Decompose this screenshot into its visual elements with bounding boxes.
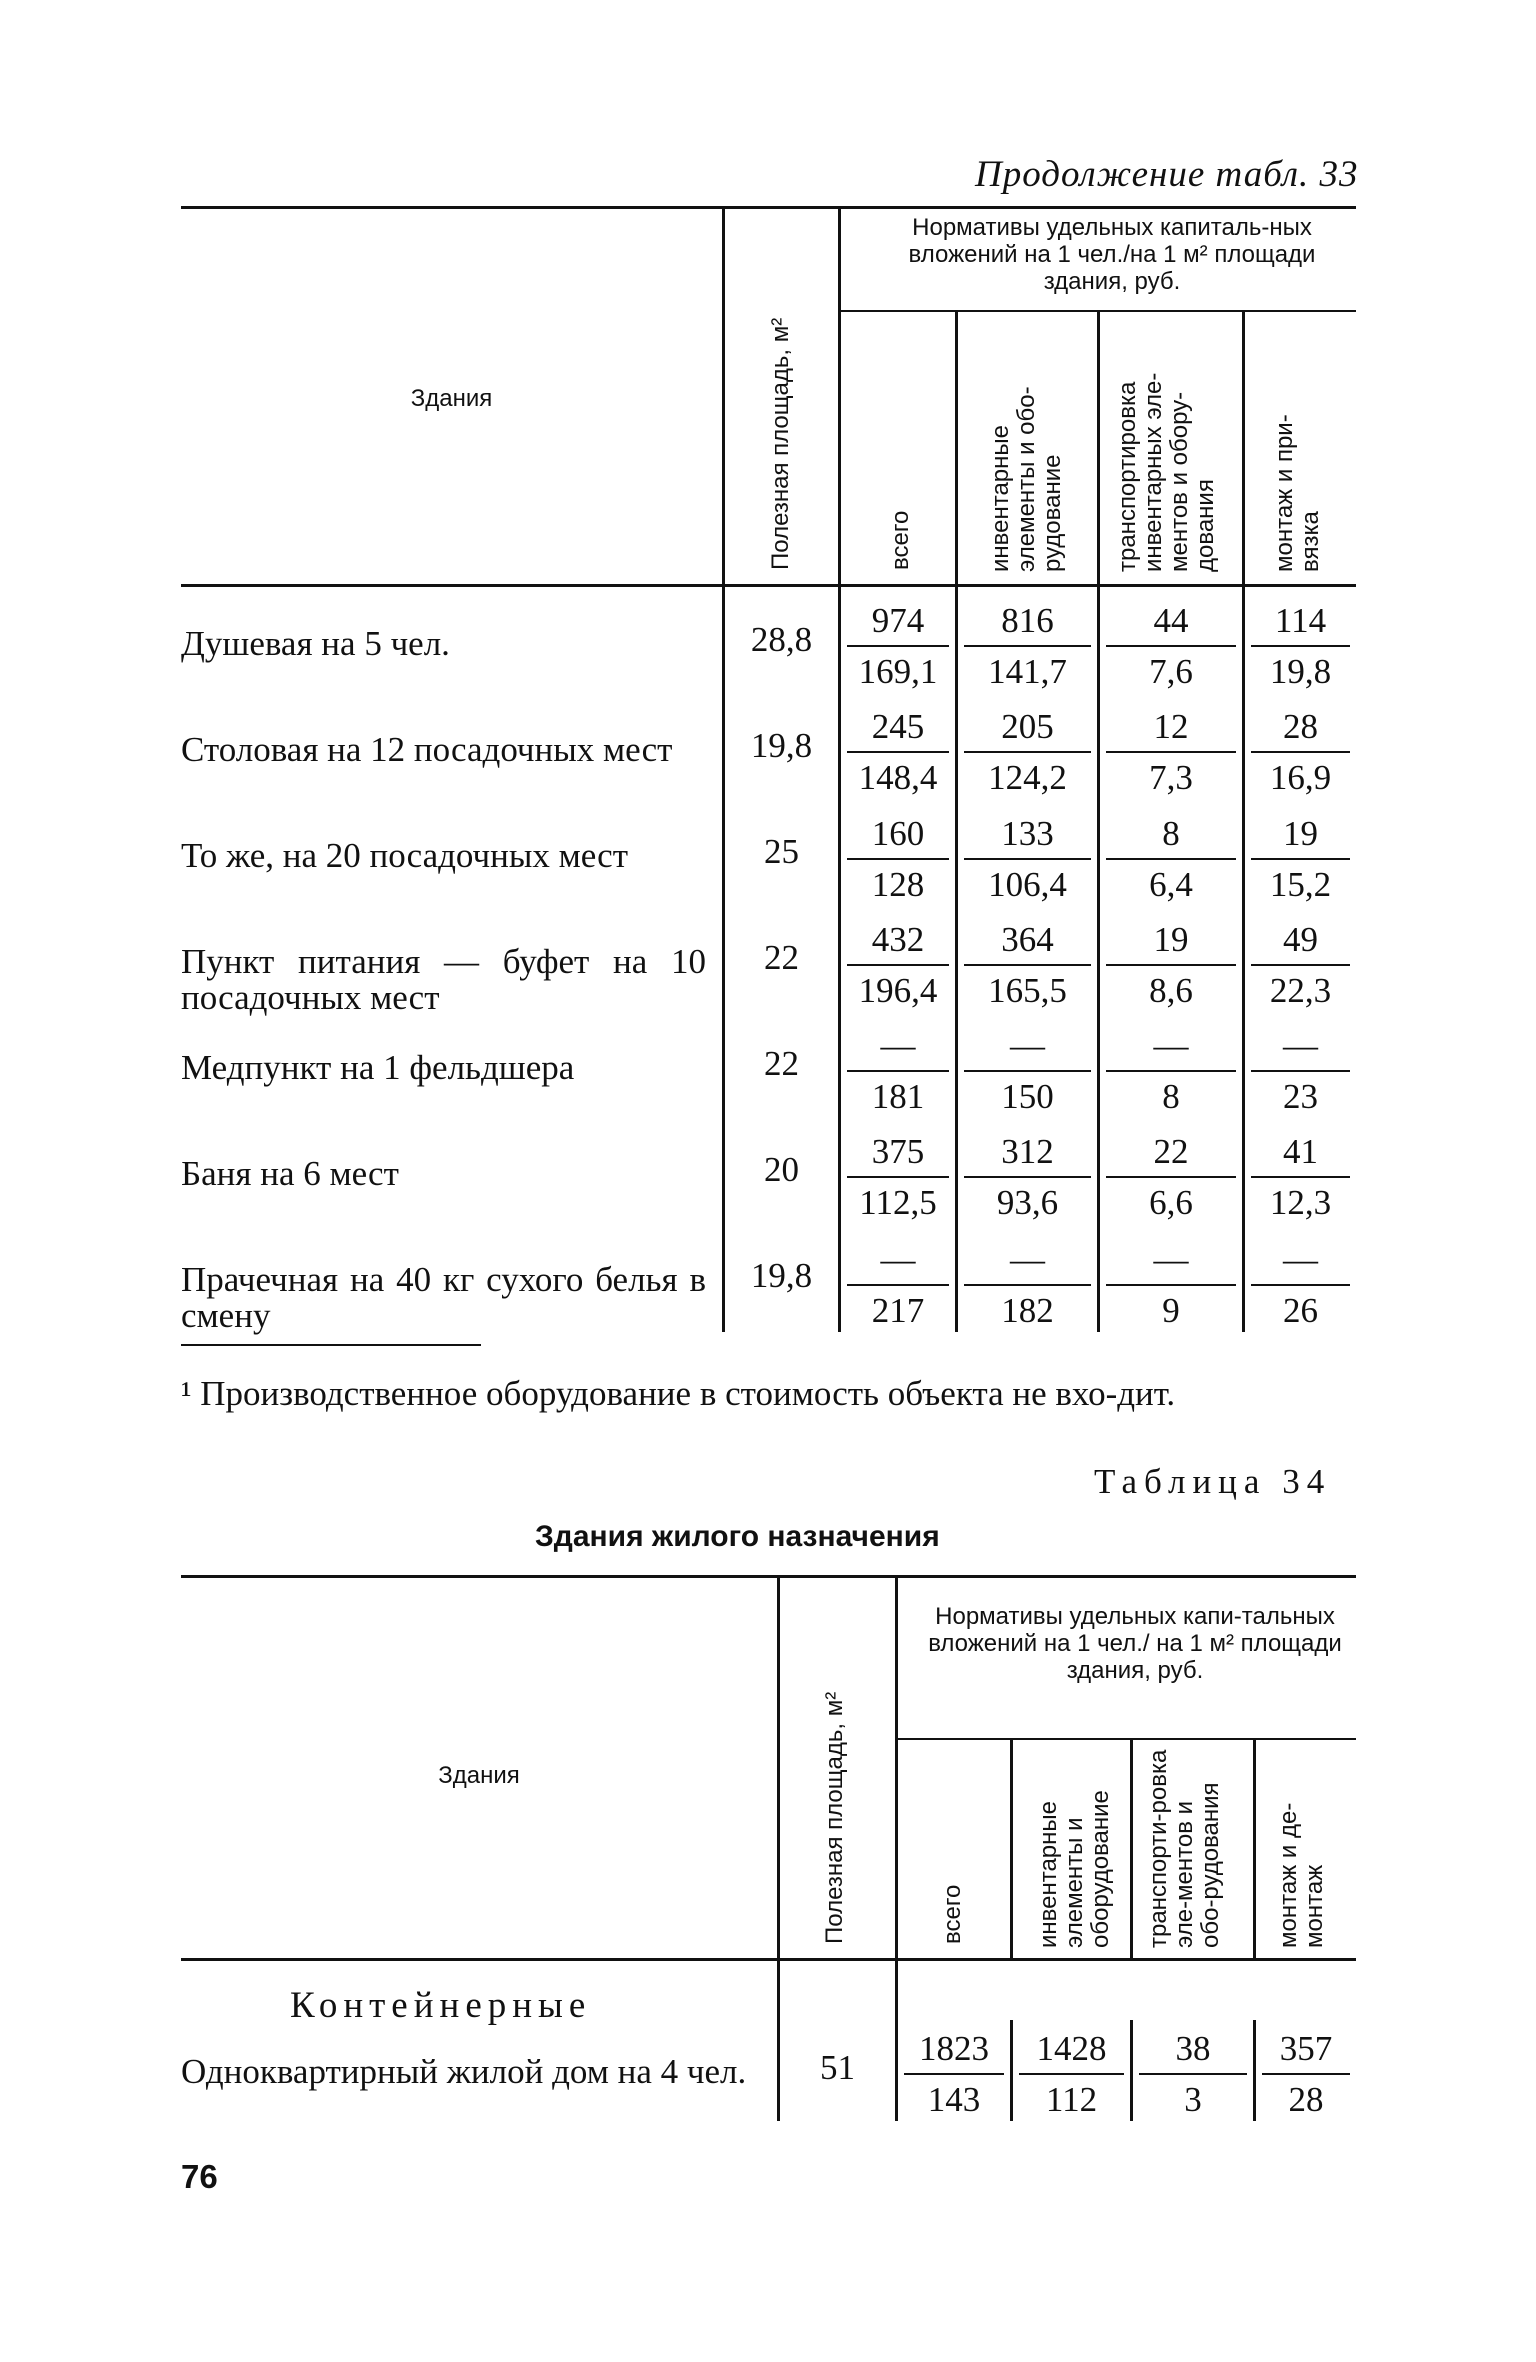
- table33-row5-total: [841, 1022, 955, 1120]
- value-bottom: 93,6: [996, 1183, 1059, 1222]
- table34-vline-3: [1010, 1740, 1013, 1958]
- table33-row7-name: Прачечная на 40 кг сухого белья в смену: [181, 1260, 706, 1335]
- table33-vline-2: [838, 209, 841, 584]
- table33-row3-total: [841, 810, 955, 908]
- value-bottom: 8,6: [1149, 971, 1193, 1010]
- table33-row4-total: [841, 916, 955, 1014]
- value-top: 205: [1001, 707, 1054, 746]
- value-bottom: 16,9: [1269, 758, 1332, 797]
- value-bottom: 141,7: [988, 652, 1067, 691]
- value-top: 19: [1283, 814, 1318, 853]
- table33-row6-total: [841, 1128, 955, 1226]
- value-top: —: [880, 1240, 916, 1279]
- value-top: —: [1153, 1240, 1189, 1279]
- value-top: 1823: [919, 2029, 989, 2068]
- table34-sub-transport-header: транспорти-ровка эле-ментов и обо-рудования: [1145, 1749, 1224, 1948]
- value-bottom: 106,4: [988, 865, 1067, 904]
- table33-row1-transport: [1100, 597, 1242, 695]
- table33-row4-name: Пункт питания — буфет на 10 посадочных мест: [181, 942, 706, 1017]
- table34-row1-mount: [1256, 2025, 1356, 2123]
- value-top: 974: [871, 601, 925, 640]
- value-bottom: 9: [1162, 1291, 1180, 1330]
- table33-row2-inventory: [958, 703, 1097, 801]
- table34-col-building-header: Здания: [438, 1762, 520, 1789]
- value-bottom: 182: [1001, 1291, 1054, 1330]
- value-bottom: 128: [871, 865, 925, 904]
- table33-row2-name: Столовая на 12 посадочных мест: [181, 730, 673, 769]
- table33-vline-4: [1097, 312, 1100, 584]
- table33-vline-5: [1242, 312, 1245, 584]
- value-bottom: 12,3: [1269, 1183, 1332, 1222]
- table34-row1-total: [898, 2025, 1010, 2123]
- table33-col-building-header: Здания: [410, 385, 493, 412]
- table33-sub-total-header: всего: [887, 510, 914, 570]
- table34-sub-mount-header: монтаж и де-монтаж: [1275, 1802, 1328, 1948]
- value-bottom: 150: [1001, 1077, 1054, 1116]
- value-bottom: 165,5: [988, 971, 1067, 1010]
- table33-row3-transport: [1100, 810, 1242, 908]
- page-number: 76: [181, 2158, 218, 2195]
- table33-col-area-header: Полезная площадь, м²: [767, 317, 794, 570]
- table33-row1-mount: [1245, 597, 1356, 695]
- table34-vline-2: [895, 1578, 898, 1958]
- table33-sub-inventory-header: инвентарные элементы и обо-рудование: [987, 386, 1066, 572]
- table33-top-rule: [181, 206, 1356, 209]
- value-bottom: 169,1: [858, 652, 938, 691]
- value-top: 114: [1274, 601, 1327, 640]
- table33-row7-mount: [1245, 1236, 1356, 1334]
- value-top: 38: [1175, 2029, 1211, 2068]
- value-top: 28: [1283, 707, 1318, 746]
- value-bottom: 112,5: [859, 1183, 937, 1222]
- value-bottom: 6,6: [1149, 1183, 1193, 1222]
- table33-vline-1: [722, 209, 725, 584]
- value-bottom: 7,3: [1149, 758, 1193, 797]
- table33-row4-area: 22: [764, 938, 799, 977]
- table33-row2-total: [841, 703, 955, 801]
- table34-col-norms-header: Нормативы удельных капи-тальных вложений на 1 чел./ на 1 м² площади здания, руб.: [928, 1603, 1342, 1684]
- table34-vline-5: [1253, 1740, 1256, 1958]
- value-top: —: [1010, 1240, 1045, 1279]
- value-top: 133: [1001, 814, 1054, 853]
- value-top: 432: [871, 920, 925, 959]
- table-continuation-caption: Продолжение табл. 33: [975, 154, 1359, 195]
- table34-col-area-header: Полезная площадь, м²: [821, 1691, 848, 1944]
- table33-row4-inventory: [958, 916, 1097, 1014]
- table33-footnote: ¹ Производственное оборудование в стоимость объекта не вхо-дит.: [181, 1374, 1176, 1413]
- value-bottom: 217: [871, 1291, 925, 1330]
- table34-body-vline-1: [777, 1961, 780, 2121]
- value-top: 357: [1279, 2029, 1333, 2068]
- table34-title: Здания жилого назначения: [535, 1520, 940, 1553]
- value-top: 375: [871, 1132, 925, 1171]
- table33-bottom-rule: [181, 1344, 481, 1346]
- value-top: 364: [1001, 920, 1054, 959]
- table34-row1-area: 51: [820, 2048, 855, 2087]
- table33-row1-area: 28,8: [750, 620, 813, 659]
- table33-row6-transport: [1100, 1128, 1242, 1226]
- value-top: 160: [871, 814, 925, 853]
- value-bottom: 8: [1162, 1077, 1180, 1116]
- table34-norms-divider: [897, 1738, 1356, 1740]
- table33-row3-area: 25: [764, 832, 799, 871]
- value-bottom: 28: [1288, 2080, 1324, 2119]
- table34-vline-4: [1130, 1740, 1133, 1958]
- table34-sub-inventory-header: инвентарные элементы и оборудование: [1035, 1790, 1114, 1948]
- value-bottom: 148,4: [858, 758, 938, 797]
- table33-row5-inventory: [958, 1022, 1097, 1120]
- table34-row1-inventory: [1013, 2025, 1130, 2123]
- table33-row5-mount: [1245, 1022, 1356, 1120]
- table33-row5-name: Медпункт на 1 фельдшера: [181, 1048, 575, 1087]
- value-top: 49: [1283, 920, 1318, 959]
- table34-sub-total-header: всего: [939, 1884, 966, 1944]
- table33-row6-mount: [1245, 1128, 1356, 1226]
- table33-row4-transport: [1100, 916, 1242, 1014]
- table33-row4-mount: [1245, 916, 1356, 1014]
- value-top: 41: [1283, 1132, 1318, 1171]
- value-top: 22: [1153, 1132, 1189, 1171]
- value-bottom: 26: [1283, 1291, 1318, 1330]
- table34-row1-transport: [1133, 2025, 1253, 2123]
- table34-top-rule: [181, 1575, 1356, 1578]
- table33-row1-total: [841, 597, 955, 695]
- table33-row3-name: То же, на 20 посадочных мест: [181, 836, 629, 875]
- value-bottom: 181: [871, 1077, 925, 1116]
- value-top: 44: [1153, 601, 1189, 640]
- table34-row1-name: Одноквартирный жилой дом на 4 чел.: [181, 2052, 747, 2091]
- table33-header-bottom-rule: [181, 584, 1356, 587]
- value-top: —: [880, 1026, 916, 1065]
- table33-sub-mount-header: монтаж и при-вязка: [1271, 414, 1324, 572]
- table34-group-heading: Контейнерные: [290, 1985, 592, 2026]
- table33-row1-name: Душевая на 5 чел.: [181, 624, 450, 663]
- value-top: —: [1153, 1026, 1189, 1065]
- value-bottom: 196,4: [858, 971, 938, 1010]
- table34-vline-1: [777, 1578, 780, 1958]
- value-top: 245: [871, 707, 925, 746]
- table33-row2-mount: [1245, 703, 1356, 801]
- table33-row7-area: 19,8: [750, 1256, 813, 1295]
- table33-row2-transport: [1100, 703, 1242, 801]
- value-top: —: [1283, 1240, 1318, 1279]
- table33-row5-area: 22: [764, 1044, 799, 1083]
- table33-row3-mount: [1245, 810, 1356, 908]
- table34-header-bottom-rule: [181, 1958, 1356, 1961]
- value-bottom: 15,2: [1269, 865, 1332, 904]
- value-bottom: 7,6: [1149, 652, 1193, 691]
- table33-row6-inventory: [958, 1128, 1097, 1226]
- value-bottom: 6,4: [1149, 865, 1193, 904]
- value-top: 19: [1153, 920, 1189, 959]
- value-bottom: 23: [1283, 1077, 1318, 1116]
- value-bottom: 22,3: [1269, 971, 1332, 1010]
- table33-sub-transport-header: транспортировка инвентарных эле-ментов и обору-дования: [1114, 372, 1219, 572]
- value-bottom: 19,8: [1269, 652, 1332, 691]
- table33-row7-total: [841, 1236, 955, 1334]
- value-top: —: [1283, 1026, 1318, 1065]
- value-top: 12: [1153, 707, 1189, 746]
- value-bottom: 112: [1045, 2080, 1098, 2119]
- value-bottom: 3: [1184, 2080, 1202, 2119]
- table33-row7-transport: [1100, 1236, 1242, 1334]
- table33-vline-3: [955, 312, 958, 584]
- table33-row7-inventory: [958, 1236, 1097, 1334]
- table34-number: Таблица 34: [1094, 1462, 1332, 1501]
- table33-row2-area: 19,8: [750, 726, 813, 765]
- table33-row5-transport: [1100, 1022, 1242, 1120]
- value-top: 8: [1162, 814, 1180, 853]
- value-top: —: [1010, 1026, 1045, 1065]
- value-top: 312: [1001, 1132, 1054, 1171]
- table33-col-norms-header: Нормативы удельных капиталь-ных вложений на 1 чел./на 1 м² площади здания, руб.: [908, 214, 1316, 295]
- value-bottom: 124,2: [988, 758, 1067, 797]
- table33-row6-name: Баня на 6 мест: [181, 1154, 399, 1193]
- table33-row6-area: 20: [764, 1150, 799, 1189]
- value-top: 816: [1001, 601, 1054, 640]
- table33-row1-inventory: [958, 597, 1097, 695]
- value-top: 1428: [1036, 2029, 1107, 2068]
- table33-row3-inventory: [958, 810, 1097, 908]
- value-bottom: 143: [927, 2080, 981, 2119]
